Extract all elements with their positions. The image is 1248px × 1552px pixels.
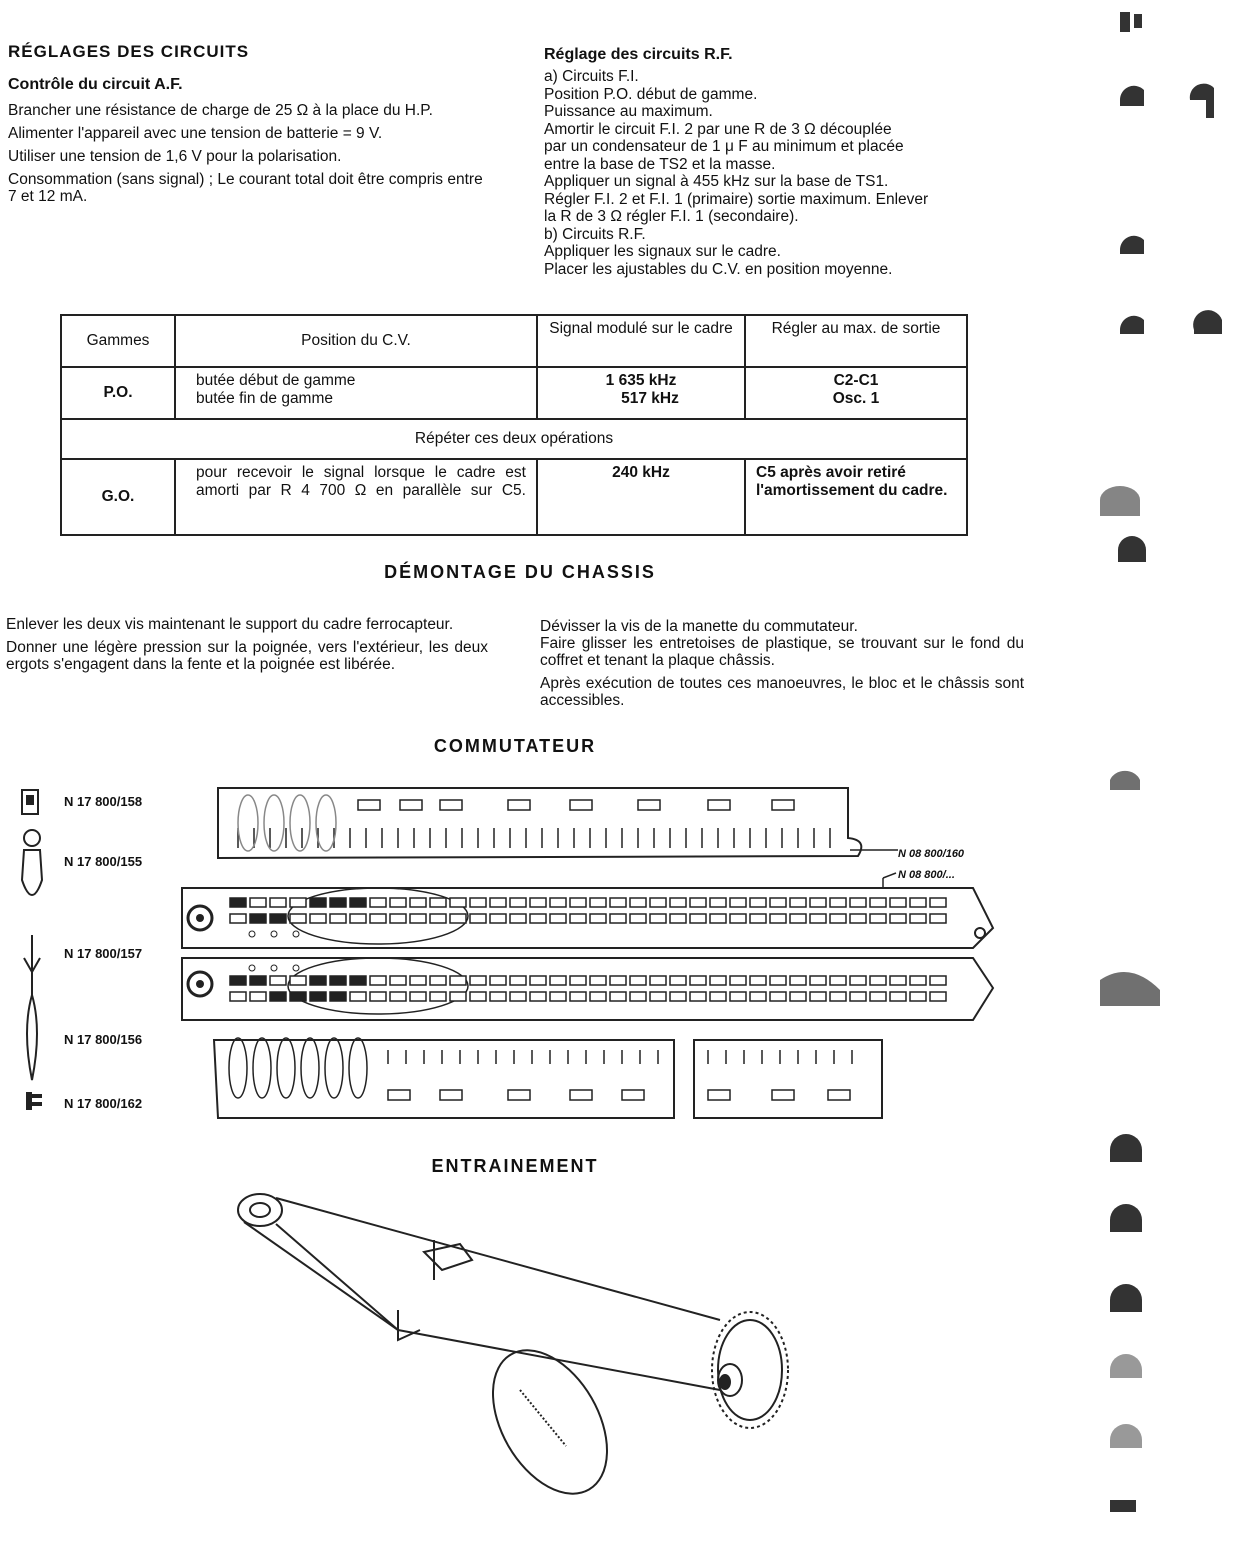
cell-position: pour recevoir le signal lorsque le cadre est amorti par R 4 700 Ω en parallèle sur C5. [175, 459, 537, 535]
cell-position [175, 367, 537, 419]
part-icons [10, 780, 70, 1120]
drum-gear-icon [712, 1312, 788, 1428]
binding-holes-icon [1100, 0, 1230, 1552]
demontage-right-paragraph: Après exécution de toutes ces manoeuvres, le bloc et le châssis sont accessibles. [540, 675, 1024, 709]
switch-assembly-drawing [178, 778, 1008, 1128]
rf-line: Appliquer les signaux sur le cadre. [544, 243, 781, 260]
rf-line: la R de 3 Ω régler F.I. 1 (secondaire). [544, 208, 799, 225]
cell-range: G.O. [61, 459, 175, 535]
table-row-repeat [61, 419, 967, 459]
commutateur-title: COMMUTATEUR [433, 736, 597, 756]
af-paragraph-1: Brancher une résistance de charge de 25 Ω à la place du H.P. [8, 102, 433, 119]
cell-repeat: Répéter ces deux opérations [61, 419, 967, 459]
subsection-title-af: Contrôle du circuit A.F. [8, 76, 183, 93]
entrainement-title: ENTRAINEMENT [431, 1156, 599, 1176]
cell-signal [537, 367, 745, 419]
demontage-right-paragraph: Dévisser la vis de la manette du commutateur. [540, 618, 858, 635]
rf-line: Placer les ajustables du C.V. en position moyenne. [544, 260, 893, 278]
rf-line: Puissance au maximum. [544, 103, 713, 120]
cell-range: P.O. [61, 367, 175, 419]
bottom-contact-strip [214, 1040, 674, 1118]
part-label: N 17 800/157 [64, 946, 143, 961]
position-line: butée fin de gamme [196, 390, 334, 407]
rf-line: Amortir le circuit F.I. 2 par une R de 3 Ω découplée [544, 120, 892, 138]
header-gammes: Gammes [61, 315, 175, 367]
position-line: butée début de gamme [196, 372, 356, 389]
part-label: N 17 800/162 [64, 1096, 143, 1111]
rf-line: entre la base de TS2 et la masse. [544, 155, 776, 173]
table-row-go [61, 459, 967, 535]
adjust-line: C2-C1 [833, 372, 879, 389]
cell-signal: 240 kHz [537, 459, 745, 535]
part-157-icon [24, 935, 40, 995]
table-header-row [61, 315, 967, 367]
part-label: N 17 800/155 [64, 854, 143, 869]
right-section [544, 46, 1034, 278]
rf-line: a) Circuits F.I. [544, 68, 639, 85]
switch-plate-2 [182, 958, 993, 1020]
part-155-icon [22, 830, 42, 895]
callout-label: N 08 800/160 [898, 848, 965, 860]
rf-line: Appliquer un signal à 455 kHz sur la base de TS1. [544, 173, 889, 190]
header-regler: Régler au max. de sortie [745, 315, 967, 367]
rf-line: Régler F.I. 2 et F.I. 1 (primaire) sortie maximum. Enlever [544, 190, 929, 208]
spring-loop-icon [398, 1310, 631, 1514]
drive-cord [244, 1198, 720, 1390]
adjust-line: Osc. 1 [832, 390, 880, 407]
callout-label: N 08 800/... [898, 869, 955, 881]
demontage-left-paragraph: Donner une légère pression sur la poignée, vers l'extérieur, les deux ergots s'engagent dans la fente et la poignée est libérée. [6, 639, 488, 673]
bottom-contact-strip-right [694, 1040, 882, 1118]
part-162-icon [26, 1092, 42, 1110]
cell-adjust [745, 367, 967, 419]
af-paragraph-3: Utiliser une tension de 1,6 V pour la polarisation. [8, 148, 342, 165]
demontage-left [6, 616, 488, 679]
left-section [8, 42, 490, 211]
signal-line: 1 635 kHz [605, 372, 677, 389]
demontage-title: DÉMONTAGE DU CHASSIS [384, 562, 656, 582]
af-paragraph-4: Consommation (sans signal) ; Le courant total doit être compris entre 7 et 12 mA. [8, 171, 483, 205]
cell-adjust: C5 après avoir retiré l'amortissement du cadre. [745, 459, 967, 535]
table-row-po [61, 367, 967, 419]
demontage-left-paragraph: Enlever les deux vis maintenant le support du cadre ferrocapteur. [6, 616, 454, 633]
part-label: N 17 800/156 [64, 1032, 143, 1047]
adjustment-table [60, 314, 968, 536]
rf-line: b) Circuits R.F. [544, 225, 646, 243]
top-contact-strip [218, 788, 861, 858]
part-label: N 17 800/158 [64, 794, 143, 809]
section-title-reglages: RÉGLAGES DES CIRCUITS [8, 42, 250, 61]
header-position: Position du C.V. [175, 315, 537, 367]
demontage-right-paragraph: Faire glisser les entretoises de plastique, se trouvant sur le fond du coffret et tenant la plaque châssis. [540, 635, 1024, 669]
section-title-rf: Réglage des circuits R.F. [544, 46, 733, 63]
pointer-icon [424, 1240, 472, 1280]
rf-line: Position P.O. début de gamme. [544, 85, 758, 103]
signal-line: 517 kHz [621, 390, 679, 407]
rf-line: par un condensateur de 1 μ F au minimum et placée [544, 138, 904, 155]
demontage-right [540, 618, 1024, 715]
af-paragraph-2: Alimenter l'appareil avec une tension de batterie = 9 V. [8, 125, 383, 142]
dial-drive-drawing [220, 1180, 820, 1540]
part-156-icon [27, 995, 37, 1080]
header-signal: Signal modulé sur le cadre [537, 315, 745, 367]
